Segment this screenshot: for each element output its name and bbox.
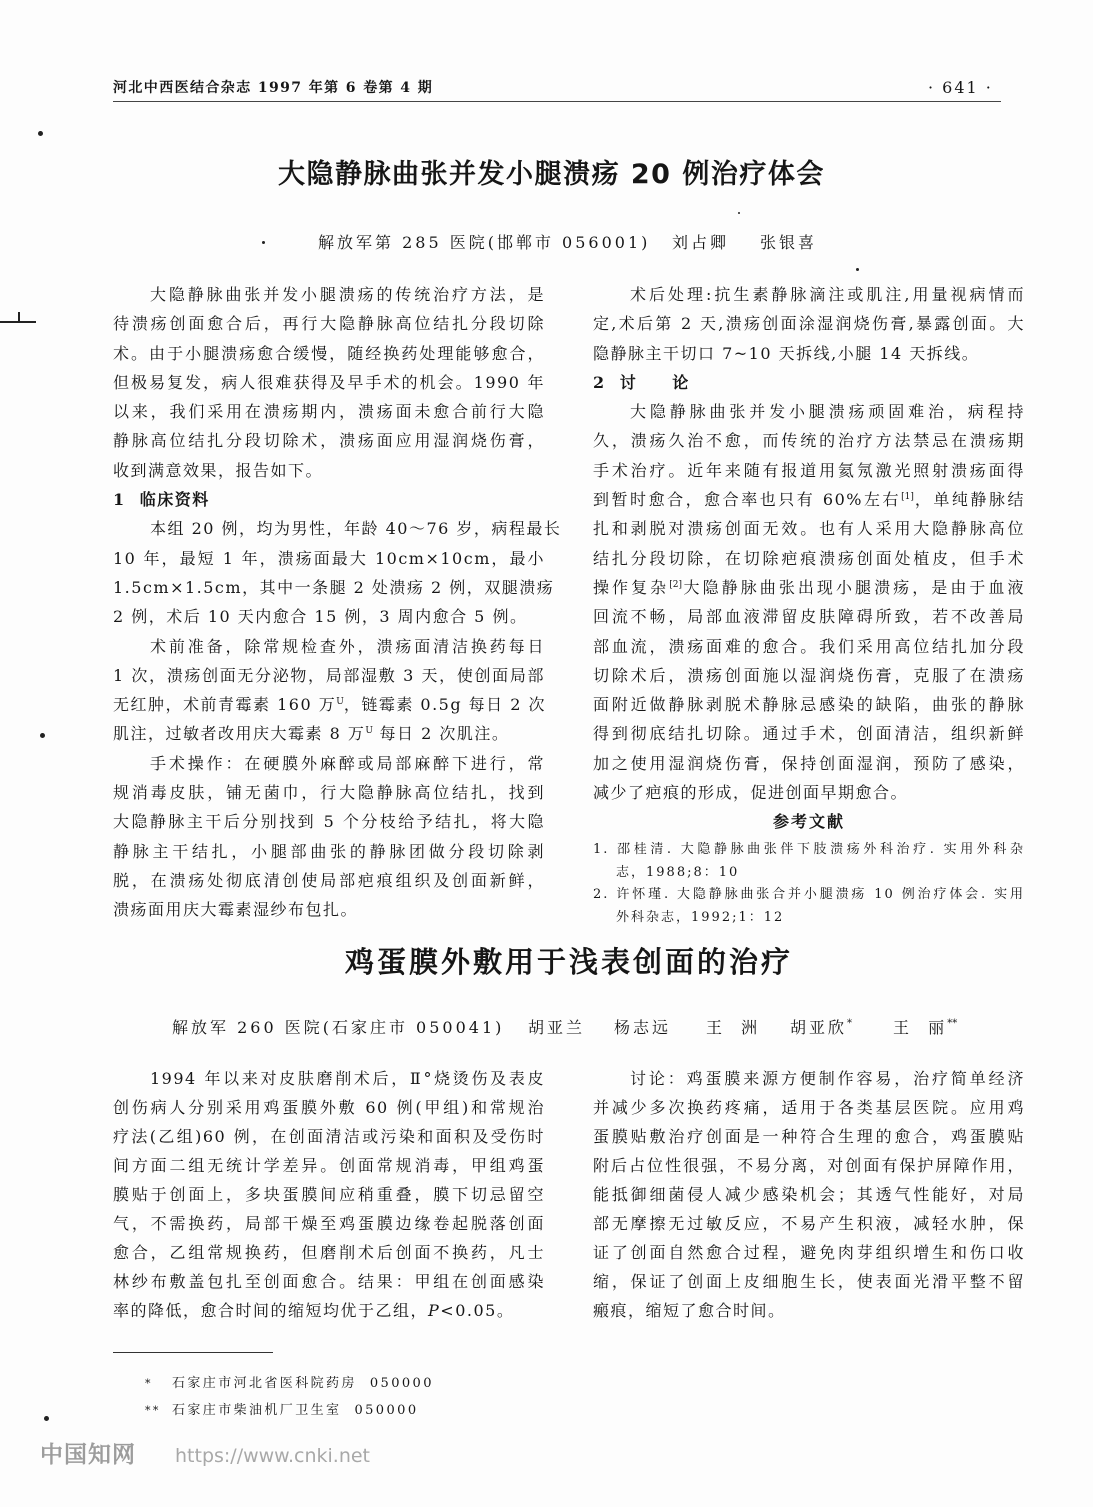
reference-line: 外科杂志，1992;1：12 [616, 909, 785, 925]
text-line: 缩，保证了创面上皮细胞生长，使表面光滑平整不留 [593, 1272, 1025, 1291]
text-line: 定,术后第 2 天,溃疡创面涂湿润烧伤膏,暴露创面。大 [593, 314, 1025, 334]
superscript: [2] [669, 579, 682, 590]
article-2-right-column [593, 1064, 1025, 1325]
superscript: U [336, 697, 344, 708]
text-line: 肌注，过敏者改用庆大霉素 8 万$^U$ 每日 2 次肌注。 [113, 724, 510, 744]
text-line: 收到满意效果，报告如下。 [113, 460, 324, 480]
text-line: 部无摩擦无过敏反应，不易产生积液，减轻水肿，保 [593, 1214, 1025, 1233]
text-line: 膜贴于创面上，多块蛋膜间应稍重叠，膜下切忌留空 [113, 1185, 545, 1204]
text-line: 愈合，乙组常规换药，但磨削术后创面不换药，凡士 [113, 1243, 545, 1262]
article-1-affiliation: 解放军第 285 医院(邯郸市 056001) [318, 233, 651, 252]
text-line: 附后占位性很强，不易分离，对创面有保护屏障作用， [593, 1156, 1025, 1175]
affiliation-mark: ** [947, 1018, 958, 1029]
scan-speck [738, 212, 740, 214]
text-line: 扎和剥脱对溃疡创面无效。也有人采用大隐静脉高位 [593, 519, 1025, 539]
text-line: 大隐静脉主干后分别找到 5 个分枝给予结扎，将大隐 [113, 812, 545, 832]
text-line: 脱，在溃疡处彻底清创使局部疤痕组织及创面新鲜， [113, 870, 545, 890]
footnote [145, 1370, 434, 1397]
text-line: 久，溃疡久治不愈，而传统的治疗方法禁忌在溃疡期 [593, 431, 1025, 451]
text-line: 到暂时愈合，愈合率也只有 60%左右[1]，单纯静脉结 [593, 490, 1025, 510]
article-2-author: 王 洲 [706, 1018, 761, 1037]
text-line: 溃疡面用庆大霉素湿纱布包扎。 [113, 900, 359, 920]
text-line: 手术操作：在硬膜外麻醉或局部麻醉下进行，常 [150, 753, 545, 773]
author-name: 王 丽 [893, 1018, 948, 1037]
section-heading: 1 临床资料 [113, 490, 210, 510]
article-2-author: 杨志远 [614, 1018, 672, 1037]
article-2-title: 鸡蛋膜外敷用于浅表创面的治疗 [345, 945, 794, 979]
text-line: 待溃疡创面愈合后，再行大隐静脉高位结扎分段切除 [113, 314, 545, 334]
scan-speck [44, 1416, 49, 1421]
text-line: 大隐静脉曲张并发小腿溃疡的传统治疗方法，是 [150, 285, 545, 304]
text-line: 回流不畅，局部血液滞留皮肤障碍所致，若不改善局 [593, 607, 1025, 627]
reference-list [593, 839, 1025, 929]
section-heading: 2 讨 论 [593, 372, 690, 392]
running-header-journal: 河北中西医结合杂志 1997 年第 6 卷第 4 期 [113, 80, 434, 96]
header-rule [113, 101, 1001, 102]
text-line: 得到彻底结扎切除。通过手术，创面清洁，组织新鲜 [593, 724, 1025, 744]
text-line: 气，不需换药，局部干燥至鸡蛋膜边缘卷起脱落创面 [113, 1214, 545, 1233]
footnote [145, 1397, 434, 1424]
text-line: 10 年，最短 1 年，溃疡面最大 10cm×10cm，最小 [113, 548, 545, 568]
text-line: 蛋膜贴敷治疗创面是一种符合生理的愈合，鸡蛋膜贴 [593, 1127, 1025, 1146]
reference-line: 2. 许怀瑾. 大隐静脉曲张合并小腿溃疡 10 例治疗体会. 实用 [593, 887, 1025, 902]
text-line: 1.5cm×1.5cm，其中一条腿 2 处溃疡 2 例，双腿溃疡 [113, 577, 555, 597]
article-2-left-column [113, 1064, 545, 1325]
author-name: 胡亚欣 [790, 1018, 848, 1037]
text-line: 手术治疗。近年来随有报道用氦氖激光照射溃疡面得 [593, 460, 1025, 480]
article-2-author: 胡亚兰 [528, 1018, 586, 1037]
footnote-rule [113, 1352, 273, 1353]
scan-speck [856, 268, 859, 271]
text-line: 但极易复发，病人很难获得及早手术的机会。1990 年 [113, 372, 545, 392]
footnotes [145, 1370, 434, 1424]
text-line: 创伤病人分别采用鸡蛋膜外敷 60 例(甲组)和常规治 [113, 1098, 545, 1117]
article-1-author: 张银喜 [760, 233, 818, 252]
text-line: 静脉主干结扎，小腿部曲张的静脉团做分段切除剥 [113, 841, 545, 861]
reference-line: 志，1988;8：10 [616, 864, 740, 880]
text-line: 术前准备，除常规检查外，溃疡面清洁换药每日 [150, 636, 545, 656]
article-1-right-column [593, 280, 1025, 807]
text-line: 减少了疤痕的形成，促进创面早期愈合。 [593, 783, 909, 803]
text-line: 静脉高位结扎分段切除术，溃疡面应用湿润烧伤膏， [113, 431, 545, 451]
scan-speck [262, 241, 265, 244]
text-line: 2 例，术后 10 天内愈合 15 例，3 周内愈合 5 例。 [113, 607, 528, 627]
article-1-author: 刘占卿 [672, 233, 730, 252]
references-heading: 参考文献 [772, 812, 845, 831]
reference-line: 1. 邵桂清. 大隐静脉曲张伴下肢溃疡外科治疗. 实用外科杂 [593, 842, 1025, 857]
text-line: 1 次，溃疡创面无分泌物，局部湿敷 3 天，使创面局部 [113, 665, 545, 685]
text-line: 操作复杂[2]大隐静脉曲张出现小腿溃疡，是由于血液 [593, 577, 1025, 597]
footnote-text: 石家庄市柴油机厂卫生室 050000 [172, 1403, 419, 1418]
text-line: 结扎分段切除，在切除疤痕溃疡创面处植皮，但手术 [593, 548, 1025, 568]
scan-speck [40, 733, 45, 738]
text-line: 加之使用湿润烧伤膏，保持创面湿润，预防了感染， [593, 753, 1025, 773]
text-line: 能抵御细菌侵人减少感染机会；其透气性能好，对局 [593, 1185, 1025, 1204]
superscript: U [365, 726, 373, 737]
superscript: [1] [901, 492, 914, 503]
text-line: 证了创面自然愈合过程，避免肉芽组织增生和伤口收 [593, 1243, 1025, 1262]
article-2-affiliation: 解放军 260 医院(石家庄市 050041) [172, 1018, 505, 1037]
text-line: 切除术后，溃疡创面施以湿润烧伤膏，克服了在溃疡 [593, 665, 1025, 685]
article-2-author [790, 1016, 852, 1040]
cnki-watermark-logo: 中国知网 [40, 1442, 136, 1468]
article-1-title: 大隐静脉曲张并发小腿溃疡 20 例治疗体会 [278, 159, 825, 190]
footnote-mark: ** [145, 1404, 161, 1417]
text-line: 术。由于小腿溃疡愈合缓慢，随经换药处理能够愈合， [113, 343, 545, 363]
article-2-author [893, 1016, 957, 1040]
scan-speck [18, 312, 20, 322]
text-line: 隐静脉主干切口 7~10 天拆线,小腿 14 天拆线。 [593, 343, 980, 363]
scan-speck [38, 131, 43, 136]
cnki-watermark-url: https://www.cnki.net [175, 1445, 371, 1467]
text-line: 本组 20 例，均为男性，年龄 40～76 岁，病程最长 [150, 519, 562, 539]
article-1-left-column [113, 280, 562, 925]
page-number: · 641 · [928, 78, 993, 97]
text-line: 术后处理:抗生素静脉滴注或肌注,用量视病情而 [630, 285, 1025, 304]
text-line: 并减少多次换药疼痛，适用于各类基层医院。应用鸡 [593, 1098, 1025, 1117]
text-line: 讨论：鸡蛋膜来源方便制作容易，治疗简单经济 [630, 1069, 1025, 1088]
footnote-mark: * [145, 1377, 153, 1390]
text-line: 部血流，溃疡面难的愈合。我们采用高位结扎加分段 [593, 636, 1025, 656]
text-line: 1994 年以来对皮肤磨削术后，Ⅱ°烧烫伤及表皮 [150, 1069, 545, 1088]
text-line: 以来，我们采用在溃疡期内，溃疡面未愈合前行大隐 [113, 402, 545, 422]
italic-symbol: P [428, 1301, 441, 1320]
text-line: 率的降低，愈合时间的缩短均优于乙组，P<0.05。 [113, 1301, 515, 1320]
text-line: 大隐静脉曲张并发小腿溃疡顽固难治，病程持 [630, 402, 1025, 422]
text-line: 间方面二组无统计学差异。创面常规消毒，甲组鸡蛋 [113, 1156, 545, 1175]
text-line: 规消毒皮肤，铺无菌巾，行大隐静脉高位结扎，找到 [113, 783, 545, 803]
text-line: 瘢痕，缩短了愈合时间。 [593, 1301, 786, 1320]
footnote-text: 石家庄市河北省医科院药房 050000 [172, 1376, 434, 1391]
text-line: 无红肿，术前青霉素 160 万$^U$，链霉素 0.5g 每日 2 次 [113, 695, 547, 715]
text-line: 疗法(乙组)60 例，在创面清洁或污染和面积及受伤时 [113, 1127, 545, 1146]
affiliation-mark: * [847, 1018, 853, 1029]
text-line: 林纱布敷盖包扎至创面愈合。结果：甲组在创面感染 [113, 1272, 545, 1291]
text-line: 面附近做静脉剥脱术静脉忌感染的缺陷，曲张的静脉 [593, 695, 1025, 715]
